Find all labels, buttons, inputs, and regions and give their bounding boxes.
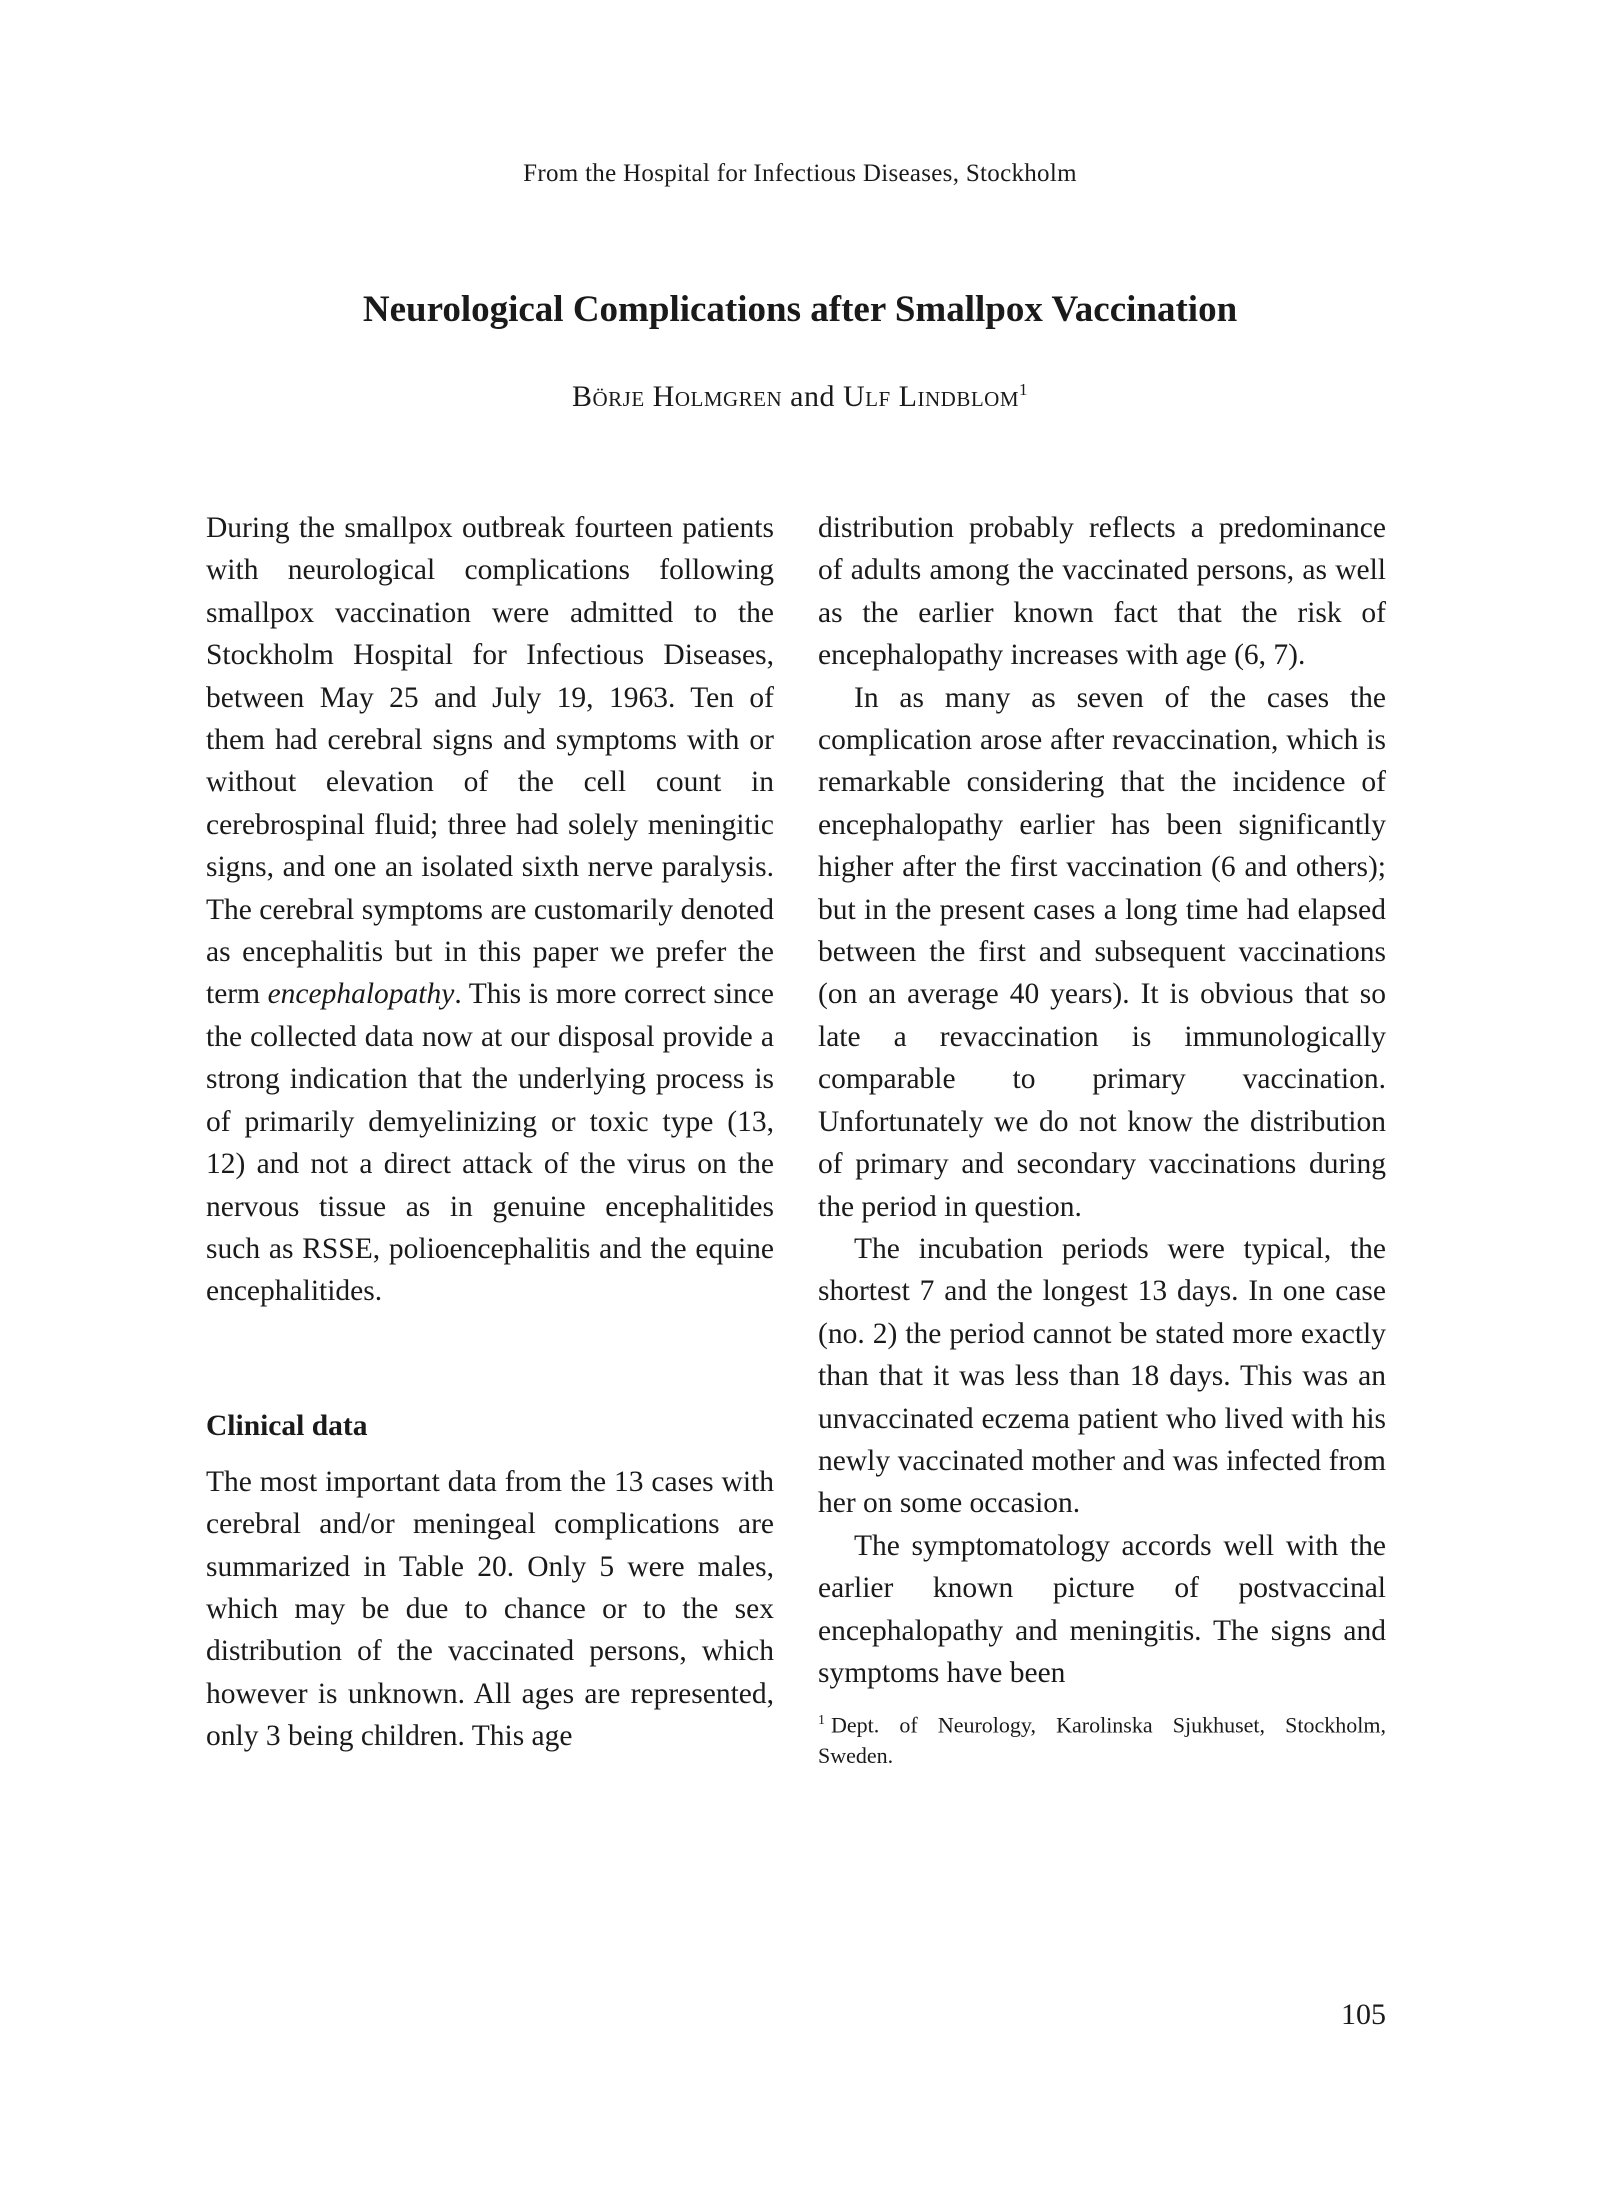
author-line: [0, 380, 1600, 414]
revaccination-paragraph: In as many as seven of the cases the complication arose after revaccination, which is remarkable considering that the incidence of encephalopathy earlier has been significantly higher after the first vaccination (6 and others); but in the present cases a long time had elapsed between the first and subsequent vaccinations (on an average 40 years). It is obvious that so late a revaccination is immunologically comparable to primary vaccination. Unfortunately we do not know the distribution of primary and secondary vaccinations during the period in question.: [818, 681, 1386, 1223]
symptomatology-paragraph: The symptomatology accords well with the earlier known picture of postvaccinal encephalopathy and meningitis. The signs and symptoms have been: [818, 1529, 1386, 1689]
left-column: [206, 507, 774, 1758]
footnote: [818, 1706, 1386, 1770]
intro-text-start: During the smallpox outbreak fourteen patients with neurological complications following smallpox vaccination were admitted to the Stockholm Hospital for Infectious Diseases, between May 25 and July 19, 1963. Ten of them had cerebral signs and symptoms with or without elevation of the cell count in cerebrospinal fluid; three had solely meningitic signs, and one an isolated sixth nerve paralysis. The cerebral symptoms are customarily denoted as encephalitis but in this paper we prefer the term: [206, 512, 774, 1011]
author-lindblom: Ulf Lindblom: [843, 380, 1019, 413]
institution-line: From the Hospital for Infectious Diseases, Stockholm: [523, 160, 1077, 187]
author-conjunction: and: [790, 380, 835, 413]
article-title: Neurological Complications after Smallpox Vaccination: [362, 289, 1238, 330]
section-heading-clinical-data: Clinical data: [206, 1409, 368, 1442]
intro-text-end: . This is more correct since the collected data now at our disposal provide a strong indication that the underlying process is of primarily demyelinizing or toxic type (13, 12) and not a direct attack of the virus on the nervous tissue as in genuine encephalitides such as RSSE, polioencephalitis and the equine encephalitides.: [206, 978, 774, 1308]
right-column: [818, 507, 1386, 1771]
intro-term-encephalopathy: encephalopathy: [267, 978, 455, 1011]
intro-paragraph: [206, 507, 774, 1313]
incubation-paragraph: The incubation periods were typical, the shortest 7 and the longest 13 days. In one case (no. 2) the period cannot be stated more exactly than that it was less than 18 days. This was an unvaccinated eczema patient who lived with his newly vaccinated mother and was infected from her on some occasion.: [818, 1232, 1386, 1520]
author-holmgren: Börje Holmgren: [571, 380, 783, 413]
age-distribution-paragraph: distribution probably reflects a predominance of adults among the vaccinated persons, as well as the earlier known fact that the risk of encephalopathy increases with age (6, 7).: [818, 512, 1386, 672]
clinical-paragraph: The most important data from the 13 cases with cerebral and/or meningeal complications are summarized in Table 20. Only 5 were males, which may be due to chance or to the sex distribution of the vaccinated persons, which however is unknown. All ages are represented, only 3 being children. This age: [206, 1465, 774, 1753]
author-footnote-marker: 1: [1019, 380, 1028, 399]
footnote-text: Dept. of Neurology, Karolinska Sjukhuset, Stockholm, Sweden.: [818, 1712, 1386, 1768]
page-number: 105: [1341, 1998, 1386, 2031]
footnote-marker: 1: [818, 1713, 825, 1729]
